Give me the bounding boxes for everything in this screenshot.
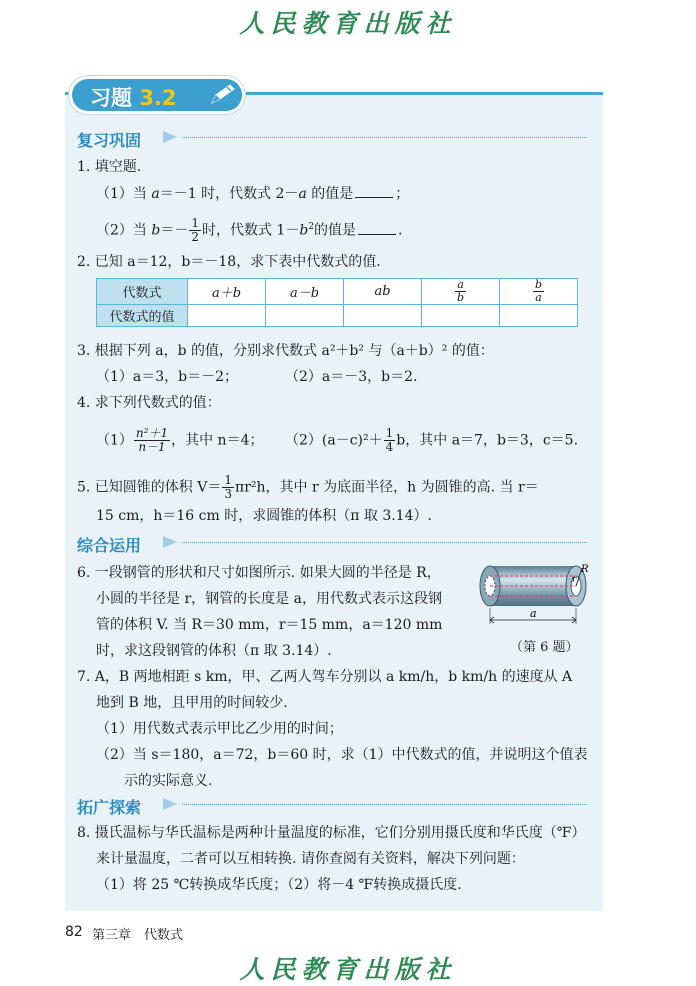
label-a: a	[530, 607, 537, 620]
steel-pipe-figure	[478, 560, 594, 634]
problem-4-part-1: （1） $\frac{\text{n²＋1}}{n-1}$ ，其中 n＝4；	[96, 426, 264, 454]
table-answer-cell[interactable]	[266, 305, 344, 327]
table-answer-cell[interactable]	[500, 305, 578, 327]
fraction: $\frac{1}{2}$	[191, 216, 199, 245]
fraction: $\frac{1}{3}$	[224, 473, 233, 501]
title-number: 3.2	[139, 86, 177, 110]
section-explore-heading: 拓广探索	[77, 798, 142, 817]
section-apply-heading: 综合运用	[77, 536, 142, 555]
problem-6-line-3: 管的体积 V. 当 R＝30 mm，r＝15 mm，a＝120 mm	[96, 617, 443, 633]
problem-7-line-2: 地到 B 地，且甲用的时间较少.	[96, 695, 288, 711]
expression-table	[96, 278, 578, 327]
publisher-logo-top: 人民教育出版社	[239, 9, 457, 38]
table-answer-cell[interactable]	[344, 305, 422, 327]
page-number: 82	[65, 924, 83, 940]
label-r: r	[572, 575, 577, 585]
answer-blank[interactable]	[358, 220, 396, 235]
problem-3-part-1: （1）a＝3，b＝－2；	[96, 369, 239, 385]
fraction: $\frac{\text{n²＋1}}{n-1}$	[135, 426, 169, 454]
section-review-heading: 复习巩固	[77, 131, 142, 150]
problem-7-part-1: （1）用代数式表示甲比乙少用的时间；	[96, 721, 343, 737]
arrow-right-icon	[162, 130, 178, 144]
table-cell: a＋b	[188, 279, 266, 305]
table-answer-cell[interactable]	[188, 305, 266, 327]
problem-6-line-1: 6. 一段钢管的形状和尺寸如图所示. 如果大圆的半径是 R，	[77, 565, 441, 581]
problem-8-line-2: 来计量温度，二者可以互相转换. 请你查阅有关资料，解决下列问题：	[96, 851, 525, 867]
table-header-cell: 代数式的值	[97, 305, 188, 327]
problem-3: 3. 根据下列 a，b 的值，分别求代数式 a²＋b² 与（a＋b）² 的值：	[77, 343, 494, 359]
problem-7-part-2: （2）当 s＝180，a＝72，b＝60 时，求（1）中代数式的值，并说明这个值表	[96, 747, 588, 763]
table-row	[97, 279, 578, 305]
publisher-logo-bottom: 人民教育出版社	[239, 955, 457, 984]
chapter-label: 第三章 代数式	[92, 928, 184, 943]
problem-3-part-2: （2）a＝－3，b＝2.	[285, 369, 418, 385]
problem-1-part-1: （1）当 a＝－1 时，代数式 2－a 的值是 ；	[96, 183, 409, 204]
answer-blank[interactable]	[355, 183, 393, 198]
problem-5-line-1: 5. 已知圆锥的体积 V＝ $\frac{1}{3}$ πr²h，其中 r 为底面半径，h 为圆锥的高. 当 r＝	[77, 473, 539, 501]
problem-4: 4. 求下列代数式的值：	[77, 395, 221, 411]
figure-caption: （第 6 题）	[510, 640, 579, 655]
exercise-title	[90, 82, 177, 112]
problem-8-line-1: 8. 摄氏温标与华氏温标是两种计量温度的标准，它们分别用摄氏度和华氏度（℉）	[77, 825, 586, 841]
problem-7-part-2-cont: 示的实际意义.	[124, 773, 213, 789]
table-row	[97, 305, 578, 327]
problem-4-part-2: （2）(a－c)²＋ $\frac{1}{4}$ b，其中 a＝7，b＝3，c＝5.	[285, 426, 579, 454]
problem-1: 1. 填空题.	[77, 159, 142, 175]
title-prefix: 习题	[90, 86, 132, 110]
label-R: R	[581, 564, 589, 575]
table-answer-cell[interactable]	[422, 305, 500, 327]
table-header-cell: 代数式	[97, 279, 188, 305]
table-cell: $\frac{a}{b}$	[422, 279, 500, 305]
section-review-rule	[182, 137, 587, 138]
problem-5-line-2: 15 cm，h＝16 cm 时，求圆锥的体积（π 取 3.14）.	[96, 508, 432, 524]
table-cell: ab	[344, 279, 422, 305]
table-cell: $\frac{b}{a}$	[500, 279, 578, 305]
problem-7-line-1: 7. A，B 两地相距 s km，甲、乙两人驾车分别以 a km/h，b km/h 的速度从 A	[77, 669, 573, 685]
section-apply-rule	[182, 542, 587, 543]
problem-6-line-2: 小圆的半径是 r，钢管的长度是 a，用代数式表示这段钢	[96, 591, 442, 607]
problem-1-part-2: （2）当 b＝－ $\frac{1}{2}$ 时，代数式 $1-b^2$的值是 .	[96, 216, 403, 245]
table-cell: a－b	[266, 279, 344, 305]
pencil-icon	[208, 83, 238, 107]
fraction: $\frac{1}{4}$	[385, 426, 394, 454]
problem-6-line-4: 时，求这段钢管的体积（π 取 3.14）.	[96, 643, 332, 659]
arrow-right-icon	[162, 535, 178, 549]
problem-8-line-3: （1）将 25 ℃转换成华氏度；（2）将－4 ℉转换成摄氏度.	[96, 877, 462, 893]
arrow-right-icon	[162, 797, 178, 811]
section-explore-rule	[182, 804, 587, 805]
problem-2: 2. 已知 a＝12，b＝－18，求下表中代数式的值.	[77, 254, 381, 270]
